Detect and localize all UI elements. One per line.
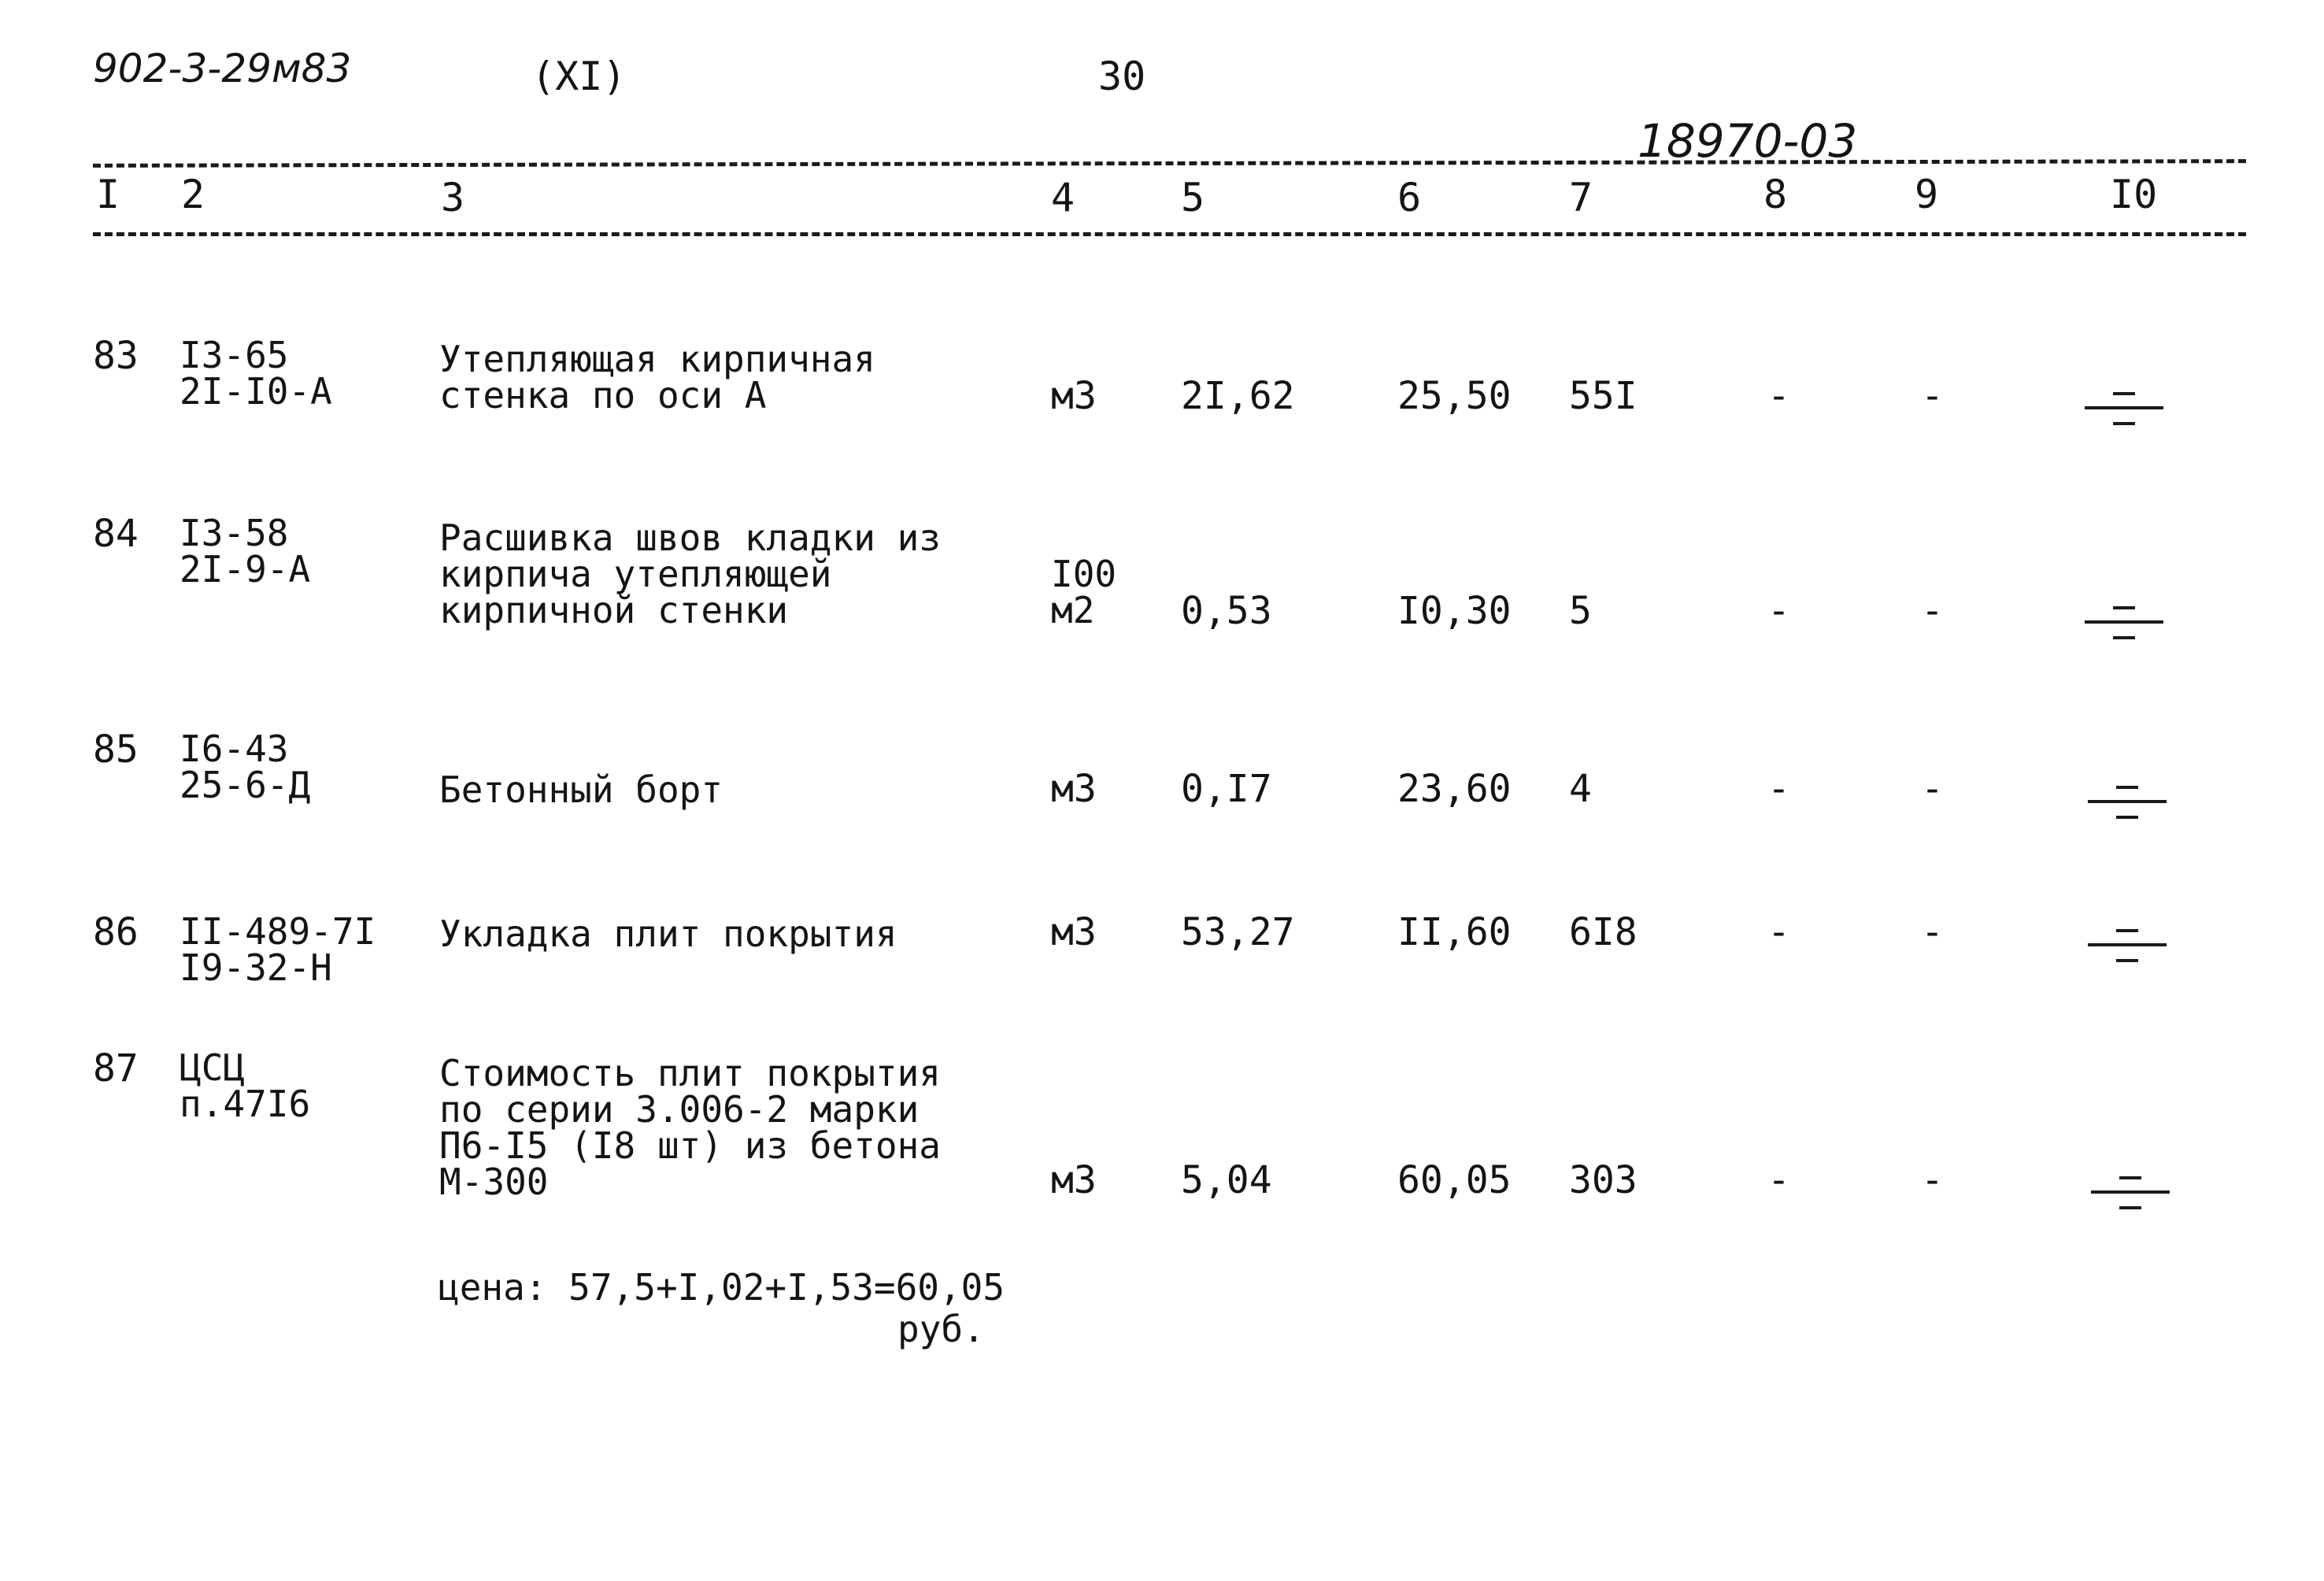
row-price: 25,50: [1397, 374, 1512, 418]
column-header-7: 7: [1569, 175, 1593, 220]
row-unit: I00 м2: [1051, 553, 1117, 631]
row-col8: -: [1767, 1158, 1790, 1202]
row-qty: 5,04: [1181, 1158, 1272, 1202]
division-sign-icon: [2085, 600, 2163, 647]
column-header-10: I0: [2110, 172, 2158, 217]
row-number: 85: [93, 728, 139, 772]
row-price: I0,30: [1397, 589, 1512, 633]
row-total: 4: [1569, 767, 1592, 811]
row-number: 87: [93, 1046, 139, 1090]
price-note: цена: 57,5+I,02+I,53=60,05: [438, 1266, 1005, 1309]
column-header-6: 6: [1397, 175, 1422, 220]
row-col8: -: [1767, 767, 1790, 811]
row-number: 83: [93, 334, 139, 378]
row-unit: м3: [1051, 1158, 1097, 1202]
row-total: 303: [1569, 1158, 1638, 1202]
row-unit: м3: [1051, 374, 1097, 418]
row-col9: -: [1921, 1158, 1944, 1202]
row-qty: 0,53: [1181, 589, 1272, 633]
row-number: 86: [93, 910, 139, 954]
row-name: Утепляющая кирпичная стенка по оси А: [439, 338, 875, 417]
row-code: II-489-7I I9-32-Н: [179, 910, 376, 989]
division-sign-icon: [2085, 386, 2163, 433]
row-col9: -: [1921, 374, 1944, 418]
row-name: Расшивка швов кладки из кирпича утепляющей кирпичной стенки: [439, 517, 941, 631]
row-col8: -: [1767, 374, 1790, 418]
section-label: (XI): [531, 54, 627, 99]
row-code: I3-65 2I-I0-А: [179, 334, 332, 413]
price-currency: руб.: [897, 1308, 985, 1350]
row-qty: 53,27: [1181, 910, 1295, 954]
column-header-8: 8: [1763, 172, 1788, 217]
row-name: Укладка плит покрытия: [439, 913, 897, 955]
row-qty: 2I,62: [1181, 374, 1295, 418]
row-name: Стоимость плит покрытия по серии 3.006-2 марки П6-I5 (I8 шт) из бетона М-300: [439, 1052, 941, 1203]
row-col9: -: [1921, 767, 1944, 811]
division-sign-icon: [2088, 779, 2167, 827]
row-col9: -: [1921, 589, 1944, 633]
row-total: 5: [1569, 589, 1592, 633]
column-header-4: 4: [1051, 175, 1075, 220]
row-price: 60,05: [1397, 1158, 1512, 1202]
header-top-rule: [93, 159, 2246, 168]
row-total: 55I: [1569, 374, 1638, 418]
column-header-9: 9: [1915, 172, 1939, 217]
row-col8: -: [1767, 910, 1790, 954]
row-unit: м3: [1051, 767, 1097, 811]
column-header-3: 3: [441, 175, 465, 220]
row-price: II,60: [1397, 910, 1512, 954]
row-name: Бетонный борт: [439, 768, 723, 811]
stamp-number: 18970-03: [1638, 114, 1858, 168]
header-bottom-rule: [93, 232, 2246, 236]
row-code: I3-58 2I-9-А: [179, 512, 311, 591]
page-number: 30: [1098, 54, 1146, 99]
row-code: ЦСЦ п.47I6: [179, 1046, 311, 1125]
row-total: 6I8: [1569, 910, 1638, 954]
row-code: I6-43 25-6-Д: [179, 728, 311, 806]
row-number: 84: [93, 512, 139, 556]
division-sign-icon: [2088, 923, 2167, 970]
row-qty: 0,I7: [1181, 767, 1272, 811]
row-col8: -: [1767, 589, 1790, 633]
division-sign-icon: [2091, 1170, 2170, 1217]
row-unit: м3: [1051, 910, 1097, 954]
document-code: 902-3-29м83: [93, 46, 352, 91]
row-price: 23,60: [1397, 767, 1512, 811]
column-header-5: 5: [1181, 175, 1205, 220]
column-header-1: I: [96, 172, 120, 217]
row-col9: -: [1921, 910, 1944, 954]
column-header-2: 2: [181, 172, 205, 217]
